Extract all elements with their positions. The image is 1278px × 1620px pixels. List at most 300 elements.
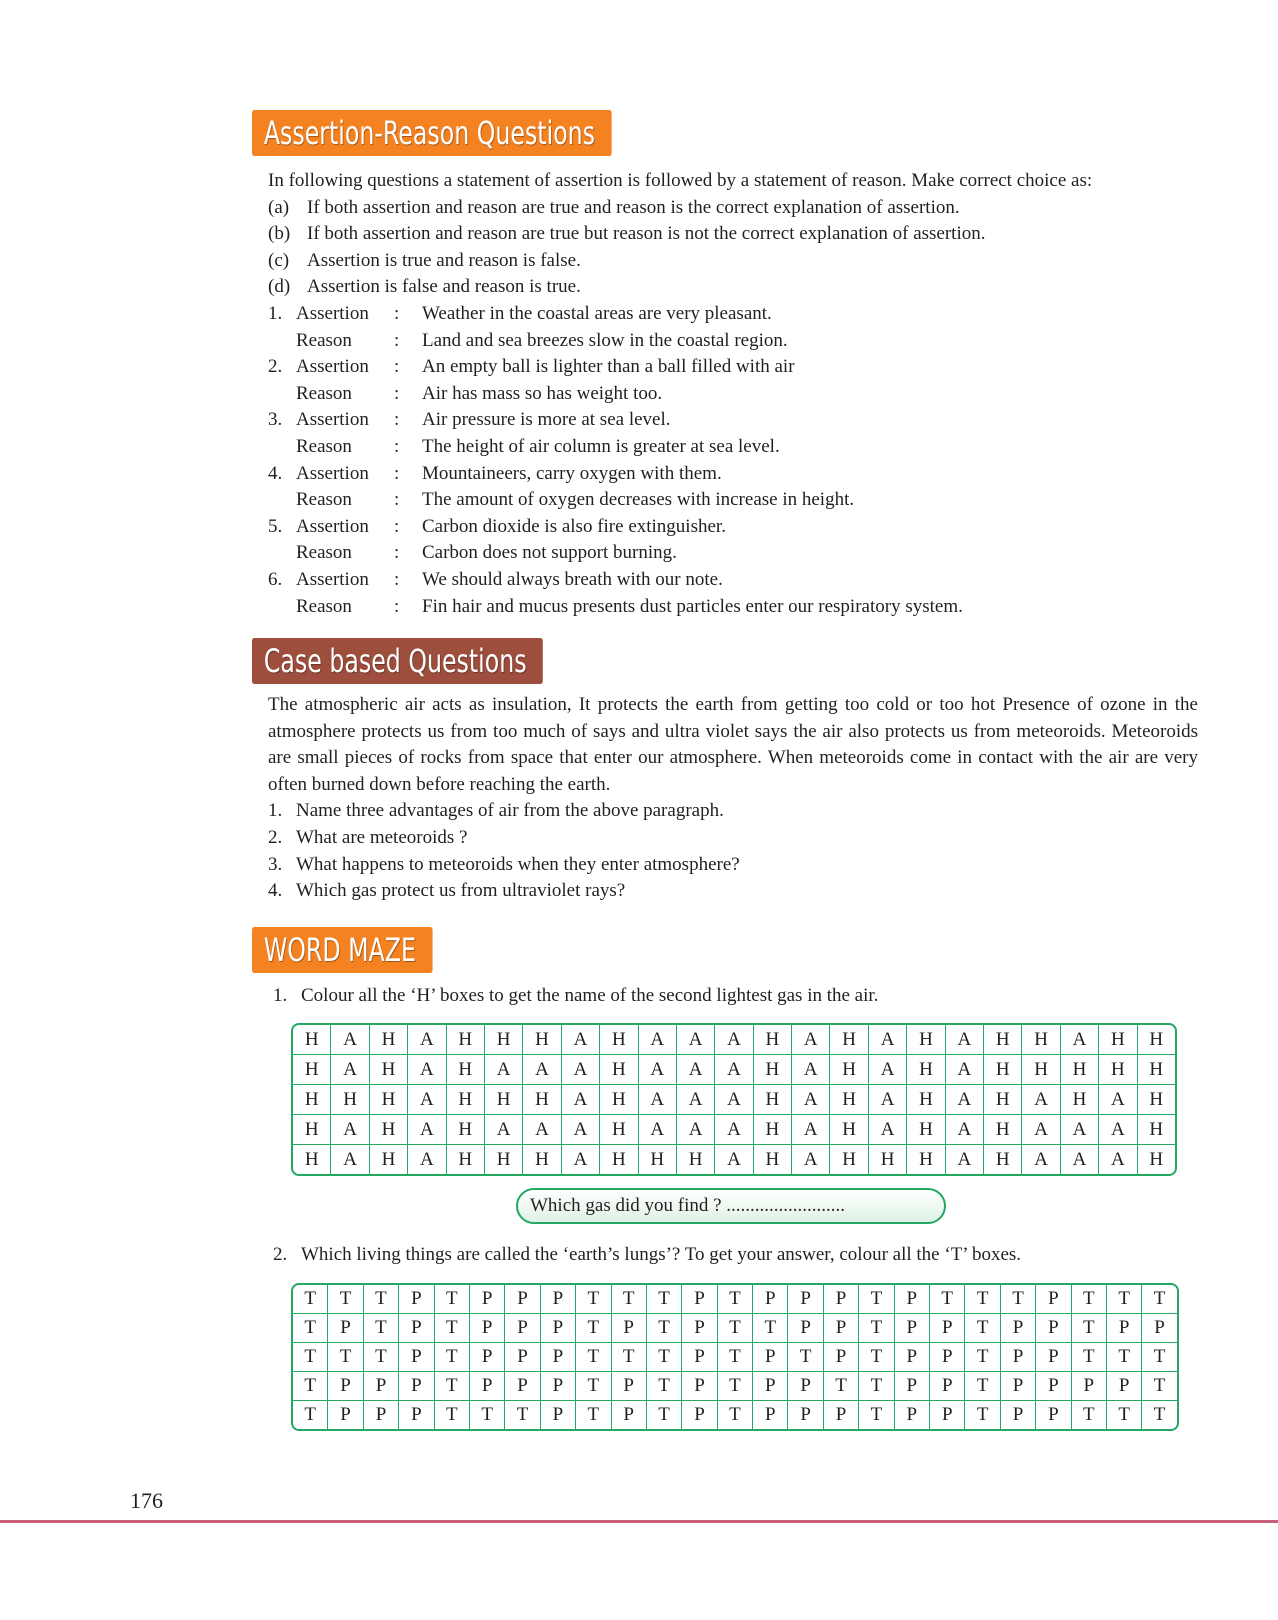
grid-cell[interactable]: H <box>1138 1115 1175 1145</box>
question-2-assertion <box>268 354 1198 381</box>
colon: : <box>394 489 400 511</box>
grid-cell[interactable]: P <box>753 1372 788 1401</box>
case-questions <box>268 798 1198 904</box>
grid-cell[interactable]: P <box>1036 1343 1071 1372</box>
grid-cell[interactable]: P <box>399 1372 434 1401</box>
intro-text: In following questions a statement of assertion is followed by a statement of reason. Make correct choice as: <box>268 170 1093 191</box>
grid-cell[interactable]: T <box>1072 1343 1107 1372</box>
question-6-assertion <box>268 567 1198 594</box>
grid-cell[interactable]: A <box>639 1025 677 1055</box>
question-4-reason <box>268 487 1198 514</box>
grid-cell[interactable]: P <box>541 1314 576 1343</box>
grid-cell[interactable]: P <box>328 1314 363 1343</box>
grid-cell[interactable]: A <box>715 1115 753 1145</box>
grid-cell[interactable]: H <box>1099 1025 1137 1055</box>
grid-cell[interactable]: P <box>399 1314 434 1343</box>
grid-cell[interactable]: H <box>677 1145 715 1174</box>
grid-cell[interactable]: H <box>907 1145 945 1174</box>
grid-cell[interactable]: T <box>576 1285 611 1314</box>
grid-cell[interactable]: H <box>907 1025 945 1055</box>
grid-cell[interactable]: A <box>1061 1145 1099 1174</box>
grid-cell[interactable]: P <box>1036 1401 1071 1429</box>
grid-cell[interactable]: P <box>364 1401 399 1429</box>
grid-cell[interactable]: A <box>715 1025 753 1055</box>
grid-cell[interactable]: H <box>1149 1148 1164 1170</box>
grid-cell[interactable]: P <box>930 1372 965 1401</box>
question-text: What happens to meteoroids when they enter atmosphere? <box>296 853 740 875</box>
grid-cell[interactable]: A <box>485 1055 523 1085</box>
grid-cell[interactable]: T <box>435 1401 470 1429</box>
grid-cell[interactable]: T <box>576 1314 611 1343</box>
grid-cell[interactable]: P <box>470 1343 505 1372</box>
grid-cell[interactable]: P <box>895 1285 930 1314</box>
grid-cell[interactable]: H <box>1022 1025 1060 1055</box>
h-letter-grid <box>291 1023 1177 1176</box>
grid-cell[interactable]: P <box>505 1314 540 1343</box>
question-number: 2. <box>268 356 283 378</box>
grid-cell[interactable]: A <box>639 1115 677 1145</box>
grid-cell[interactable]: A <box>715 1085 753 1115</box>
grid-cell[interactable]: A <box>331 1025 369 1055</box>
grid-cell[interactable]: P <box>682 1285 717 1314</box>
option-d <box>268 274 1198 301</box>
grid-cell[interactable]: T <box>293 1401 328 1429</box>
question-text: Which living things are called the ‘earth’s lungs’? To get your answer, colour all the ‘T’ boxes. <box>301 1244 1022 1266</box>
grid-cell[interactable]: P <box>364 1372 399 1401</box>
grid-cell[interactable]: T <box>505 1401 540 1429</box>
grid-cell[interactable]: A <box>946 1085 984 1115</box>
grid-cell[interactable]: H <box>485 1145 523 1174</box>
grid-cell[interactable]: A <box>331 1055 369 1085</box>
grid-cell[interactable]: T <box>328 1343 363 1372</box>
grid-cell[interactable]: H <box>754 1055 792 1085</box>
grid-cell[interactable]: H <box>830 1115 868 1145</box>
option-text: Assertion is false and reason is true. <box>307 276 581 298</box>
colon: : <box>394 382 400 404</box>
grid-cell[interactable]: A <box>869 1025 907 1055</box>
grid-cell[interactable]: H <box>1061 1085 1099 1115</box>
grid-cell[interactable]: P <box>788 1372 823 1401</box>
option-key: (c) <box>268 249 290 271</box>
grid-cell[interactable]: H <box>293 1145 331 1174</box>
grid-cell[interactable]: P <box>1001 1401 1036 1429</box>
question-text: Which gas protect us from ultraviolet rays? <box>296 880 626 902</box>
grid-cell[interactable]: T <box>930 1285 965 1314</box>
grid-cell[interactable]: P <box>1036 1372 1071 1401</box>
grid-cell[interactable]: A <box>715 1055 753 1085</box>
grid-cell[interactable]: H <box>984 1055 1022 1085</box>
grid-cell[interactable]: P <box>895 1401 930 1429</box>
grid-cell[interactable]: T <box>647 1372 682 1401</box>
grid-cell[interactable]: A <box>792 1145 830 1174</box>
grid-cell[interactable]: T <box>718 1343 753 1372</box>
grid-cell[interactable]: H <box>754 1085 792 1115</box>
reason-text: Air has mass so has weight too. <box>422 382 663 404</box>
grid-row <box>293 1115 1175 1145</box>
grid-cell[interactable]: A <box>946 1115 984 1145</box>
grid-cell[interactable]: P <box>895 1372 930 1401</box>
page-number: 176 <box>130 1488 163 1513</box>
question-3-assertion <box>268 407 1198 434</box>
grid-cell[interactable]: A <box>408 1085 446 1115</box>
grid-cell[interactable]: T <box>859 1343 894 1372</box>
grid-cell[interactable]: T <box>1072 1285 1107 1314</box>
grid-cell[interactable]: T <box>647 1401 682 1429</box>
grid-cell[interactable]: A <box>331 1145 369 1174</box>
question-5-assertion <box>268 514 1198 541</box>
assertion-label: Assertion <box>296 462 369 484</box>
option-text: Assertion is true and reason is false. <box>307 249 581 271</box>
grid-cell[interactable]: H <box>370 1115 408 1145</box>
grid-cell[interactable]: T <box>612 1285 647 1314</box>
grid-cell[interactable]: H <box>600 1025 638 1055</box>
grid-cell[interactable]: H <box>1022 1055 1060 1085</box>
grid-cell[interactable]: A <box>869 1115 907 1145</box>
question-number: 4. <box>268 462 283 484</box>
grid-row <box>293 1314 1177 1343</box>
grid-cell[interactable]: H <box>600 1055 638 1085</box>
grid-cell[interactable]: A <box>1022 1085 1060 1115</box>
assertion-text: An empty ball is lighter than a ball filled with air <box>422 356 795 378</box>
grid-cell[interactable]: A <box>869 1055 907 1085</box>
grid-cell[interactable]: A <box>677 1055 715 1085</box>
grid-cell[interactable]: H <box>984 1085 1022 1115</box>
grid-cell[interactable]: H <box>984 1025 1022 1055</box>
colon: : <box>394 515 400 537</box>
grid-cell[interactable]: P <box>930 1401 965 1429</box>
option-c <box>268 248 1198 275</box>
grid-cell[interactable]: H <box>830 1025 868 1055</box>
grid-cell[interactable]: T <box>965 1372 1000 1401</box>
grid-cell[interactable]: T <box>647 1314 682 1343</box>
grid-cell[interactable]: T <box>965 1401 1000 1429</box>
grid-cell[interactable]: P <box>541 1401 576 1429</box>
grid-cell[interactable]: H <box>485 1025 523 1055</box>
grid-cell[interactable]: A <box>562 1085 600 1115</box>
grid-cell[interactable]: H <box>447 1115 485 1145</box>
grid-cell[interactable]: P <box>824 1285 859 1314</box>
grid-cell[interactable]: A <box>792 1055 830 1085</box>
grid-cell[interactable]: T <box>293 1343 328 1372</box>
grid-cell[interactable]: H <box>485 1085 523 1115</box>
answer-prompt-field[interactable]: Which gas did you find ? ......................... <box>516 1188 946 1224</box>
grid-cell[interactable]: T <box>718 1314 753 1343</box>
grid-cell[interactable]: A <box>485 1115 523 1145</box>
grid-cell[interactable]: T <box>1107 1285 1142 1314</box>
grid-cell[interactable]: H <box>293 1055 331 1085</box>
grid-cell[interactable]: A <box>562 1055 600 1085</box>
grid-cell[interactable]: T <box>1142 1372 1176 1401</box>
grid-cell[interactable]: A <box>408 1145 446 1174</box>
grid-cell[interactable]: P <box>930 1314 965 1343</box>
grid-cell[interactable]: A <box>639 1085 677 1115</box>
grid-cell[interactable]: A <box>792 1115 830 1145</box>
grid-cell[interactable]: A <box>408 1115 446 1145</box>
grid-cell[interactable]: T <box>576 1343 611 1372</box>
question-3-reason <box>268 434 1198 461</box>
grid-cell[interactable]: P <box>399 1343 434 1372</box>
grid-cell[interactable]: P <box>328 1401 363 1429</box>
grid-cell[interactable]: P <box>788 1314 823 1343</box>
assertion-label: Assertion <box>296 356 369 378</box>
grid-cell[interactable]: T <box>1107 1343 1142 1372</box>
grid-cell[interactable]: P <box>470 1372 505 1401</box>
grid-cell[interactable]: T <box>965 1343 1000 1372</box>
grid-cell[interactable]: H <box>600 1085 638 1115</box>
grid-cell[interactable]: H <box>523 1145 561 1174</box>
grid-cell[interactable]: P <box>930 1343 965 1372</box>
option-key: (d) <box>268 276 291 298</box>
grid-cell[interactable]: T <box>1001 1285 1036 1314</box>
grid-cell[interactable]: T <box>1072 1314 1107 1343</box>
grid-cell[interactable]: P <box>824 1343 859 1372</box>
colon: : <box>394 356 400 378</box>
grid-cell[interactable]: T <box>718 1372 753 1401</box>
grid-cell[interactable]: P <box>682 1343 717 1372</box>
reason-label: Reason <box>296 382 352 404</box>
grid-cell[interactable]: T <box>364 1314 399 1343</box>
grid-cell[interactable]: P <box>1036 1285 1071 1314</box>
grid-cell[interactable]: P <box>682 1372 717 1401</box>
grid-cell[interactable]: H <box>907 1085 945 1115</box>
question-number: 3. <box>268 409 283 431</box>
colon: : <box>394 542 400 564</box>
assertion-label: Assertion <box>296 568 369 590</box>
grid-cell[interactable]: H <box>639 1145 677 1174</box>
grid-cell[interactable]: A <box>562 1025 600 1055</box>
grid-cell[interactable]: P <box>1107 1314 1142 1343</box>
grid-cell[interactable]: A <box>677 1115 715 1145</box>
question-text: Name three advantages of air from the above paragraph. <box>296 800 724 822</box>
grid-cell[interactable]: A <box>562 1115 600 1145</box>
grid-cell[interactable]: P <box>788 1285 823 1314</box>
grid-cell[interactable]: P <box>1036 1314 1071 1343</box>
grid-cell[interactable]: P <box>612 1401 647 1429</box>
grid-cell[interactable]: H <box>754 1025 792 1055</box>
grid-cell[interactable]: T <box>364 1285 399 1314</box>
grid-cell[interactable]: P <box>541 1343 576 1372</box>
grid-cell[interactable]: P <box>541 1285 576 1314</box>
grid-cell[interactable]: H <box>830 1145 868 1174</box>
question-5-reason <box>268 540 1198 567</box>
reason-text: The amount of oxygen decreases with increase in height. <box>422 489 855 511</box>
grid-cell[interactable]: A <box>1022 1145 1060 1174</box>
grid-cell[interactable]: T <box>435 1314 470 1343</box>
grid-cell[interactable]: T <box>1142 1285 1176 1314</box>
grid-cell[interactable]: T <box>1107 1401 1142 1429</box>
grid-cell[interactable]: T <box>293 1285 328 1314</box>
grid-cell[interactable]: P <box>399 1285 434 1314</box>
grid-row <box>293 1401 1177 1429</box>
grid-cell[interactable]: H <box>523 1085 561 1115</box>
reason-label: Reason <box>296 435 352 457</box>
question-1-assertion <box>268 301 1198 328</box>
grid-cell[interactable]: P <box>1072 1372 1107 1401</box>
grid-cell[interactable]: P <box>541 1372 576 1401</box>
grid-cell[interactable]: P <box>1107 1372 1142 1401</box>
grid-cell[interactable]: A <box>639 1055 677 1085</box>
grid-cell[interactable]: T <box>859 1285 894 1314</box>
grid-cell[interactable]: T <box>435 1372 470 1401</box>
grid-cell[interactable]: P <box>399 1401 434 1429</box>
grid-cell[interactable]: H <box>754 1145 792 1174</box>
grid-cell[interactable]: T <box>328 1285 363 1314</box>
grid-cell[interactable]: H <box>447 1025 485 1055</box>
grid-cell[interactable]: T <box>293 1314 328 1343</box>
grid-cell[interactable]: T <box>364 1343 399 1372</box>
grid-cell[interactable]: H <box>869 1145 907 1174</box>
grid-cell[interactable]: P <box>328 1372 363 1401</box>
grid-cell[interactable]: T <box>1153 1404 1166 1426</box>
grid-cell[interactable]: H <box>907 1115 945 1145</box>
grid-cell[interactable]: H <box>984 1115 1022 1145</box>
question-number: 3. <box>268 853 283 875</box>
grid-cell[interactable]: H <box>984 1145 1022 1174</box>
grid-cell[interactable]: T <box>965 1314 1000 1343</box>
word-maze-heading: WORD MAZE <box>252 927 432 973</box>
grid-cell[interactable]: P <box>470 1314 505 1343</box>
grid-cell[interactable]: A <box>523 1055 561 1085</box>
grid-cell[interactable]: T <box>965 1285 1000 1314</box>
case-based-banner <box>252 638 1198 684</box>
grid-cell[interactable]: P <box>612 1372 647 1401</box>
grid-cell[interactable]: H <box>1138 1085 1175 1115</box>
grid-cell[interactable]: T <box>859 1314 894 1343</box>
grid-cell[interactable]: T <box>859 1372 894 1401</box>
maze-question-2 <box>273 1242 1198 1269</box>
grid-cell[interactable]: T <box>576 1401 611 1429</box>
question-text: What are meteoroids ? <box>296 827 468 849</box>
grid-cell[interactable]: A <box>946 1145 984 1174</box>
grid-cell[interactable]: H <box>907 1055 945 1085</box>
grid-cell[interactable]: P <box>1001 1343 1036 1372</box>
grid-cell[interactable]: H <box>370 1085 408 1115</box>
grid-cell[interactable]: P <box>1001 1314 1036 1343</box>
grid-cell[interactable]: T <box>753 1314 788 1343</box>
grid-cell[interactable]: P <box>1142 1314 1176 1343</box>
grid-cell[interactable]: H <box>293 1025 331 1055</box>
grid-cell[interactable]: A <box>1099 1085 1137 1115</box>
grid-cell[interactable]: H <box>600 1115 638 1145</box>
colon: : <box>394 435 400 457</box>
grid-cell[interactable]: T <box>576 1372 611 1401</box>
grid-cell[interactable]: A <box>331 1115 369 1145</box>
grid-cell[interactable]: A <box>1022 1115 1060 1145</box>
grid-cell[interactable]: A <box>792 1085 830 1115</box>
reason-text: The height of air column is greater at sea level. <box>422 435 780 457</box>
grid-cell[interactable]: A <box>1099 1115 1137 1145</box>
maze-question-1 <box>273 983 1198 1010</box>
grid-cell[interactable]: H <box>331 1085 369 1115</box>
grid-cell[interactable]: A <box>408 1025 446 1055</box>
grid-cell[interactable]: T <box>647 1343 682 1372</box>
grid-cell[interactable]: P <box>682 1401 717 1429</box>
grid-cell[interactable]: A <box>408 1055 446 1085</box>
grid-cell[interactable]: A <box>1061 1025 1099 1055</box>
grid-cell[interactable]: A <box>946 1055 984 1085</box>
grid-cell[interactable]: A <box>523 1115 561 1145</box>
grid-cell[interactable]: T <box>293 1372 328 1401</box>
grid-cell[interactable]: P <box>753 1285 788 1314</box>
grid-cell[interactable]: T <box>788 1343 823 1372</box>
grid-cell[interactable]: P <box>505 1285 540 1314</box>
grid-cell[interactable]: T <box>470 1401 505 1429</box>
assertion-label: Assertion <box>296 409 369 431</box>
assertion-text: Weather in the coastal areas are very pleasant. <box>422 302 772 324</box>
question-number: 4. <box>268 880 283 902</box>
grid-cell[interactable]: T <box>1142 1343 1176 1372</box>
grid-cell[interactable]: A <box>1099 1145 1137 1174</box>
assertion-reason-heading: Assertion-Reason Questions <box>252 110 611 156</box>
grid-cell[interactable]: A <box>715 1145 753 1174</box>
grid-cell[interactable]: T <box>612 1343 647 1372</box>
assertion-text: Mountaineers, carry oxygen with them. <box>422 462 722 484</box>
grid-cell[interactable]: H <box>370 1025 408 1055</box>
reason-text: Land and sea breezes slow in the coastal region. <box>422 329 788 351</box>
grid-cell[interactable]: P <box>753 1343 788 1372</box>
grid-cell[interactable]: H <box>830 1085 868 1115</box>
grid-cell[interactable]: A <box>562 1145 600 1174</box>
grid-cell[interactable]: P <box>753 1401 788 1429</box>
grid-cell[interactable]: T <box>435 1343 470 1372</box>
grid-cell[interactable]: H <box>293 1115 331 1145</box>
grid-cell[interactable]: T <box>859 1401 894 1429</box>
grid-cell[interactable]: H <box>523 1025 561 1055</box>
grid-cell[interactable]: H <box>1138 1055 1175 1085</box>
grid-cell[interactable]: P <box>505 1372 540 1401</box>
grid-cell[interactable]: H <box>447 1085 485 1115</box>
grid-cell[interactable]: H <box>370 1145 408 1174</box>
grid-row <box>293 1372 1177 1401</box>
grid-cell[interactable]: P <box>1001 1372 1036 1401</box>
grid-cell[interactable]: H <box>370 1055 408 1085</box>
grid-cell[interactable]: P <box>612 1314 647 1343</box>
grid-cell[interactable]: H <box>1099 1055 1137 1085</box>
grid-cell[interactable]: P <box>505 1343 540 1372</box>
grid-cell[interactable]: P <box>824 1401 859 1429</box>
grid-cell[interactable]: H <box>447 1055 485 1085</box>
grid-cell[interactable]: P <box>470 1285 505 1314</box>
grid-cell[interactable]: T <box>824 1372 859 1401</box>
grid-cell[interactable]: H <box>447 1145 485 1174</box>
grid-cell[interactable]: P <box>895 1314 930 1343</box>
grid-cell[interactable]: T <box>718 1285 753 1314</box>
question-text: Colour all the ‘H’ boxes to get the name of the second lightest gas in the air. <box>301 984 879 1006</box>
grid-cell[interactable]: T <box>1072 1401 1107 1429</box>
grid-cell[interactable]: A <box>946 1025 984 1055</box>
colon: : <box>394 595 400 617</box>
grid-cell[interactable]: A <box>869 1085 907 1115</box>
grid-cell[interactable]: P <box>895 1343 930 1372</box>
grid-cell[interactable]: H <box>1138 1025 1175 1055</box>
grid-cell[interactable]: H <box>830 1055 868 1085</box>
grid-cell[interactable]: P <box>788 1401 823 1429</box>
grid-cell[interactable]: A <box>1061 1115 1099 1145</box>
grid-cell[interactable]: A <box>677 1025 715 1055</box>
grid-cell[interactable]: H <box>293 1085 331 1115</box>
reason-label: Reason <box>296 542 352 564</box>
grid-cell[interactable]: P <box>682 1314 717 1343</box>
grid-cell[interactable]: H <box>754 1115 792 1145</box>
grid-cell[interactable]: A <box>792 1025 830 1055</box>
grid-cell[interactable]: P <box>824 1314 859 1343</box>
grid-cell[interactable]: T <box>647 1285 682 1314</box>
grid-cell[interactable]: T <box>718 1401 753 1429</box>
grid-cell[interactable]: T <box>435 1285 470 1314</box>
grid-cell[interactable]: A <box>677 1085 715 1115</box>
grid-cell[interactable]: H <box>1061 1055 1099 1085</box>
grid-cell[interactable]: H <box>600 1145 638 1174</box>
